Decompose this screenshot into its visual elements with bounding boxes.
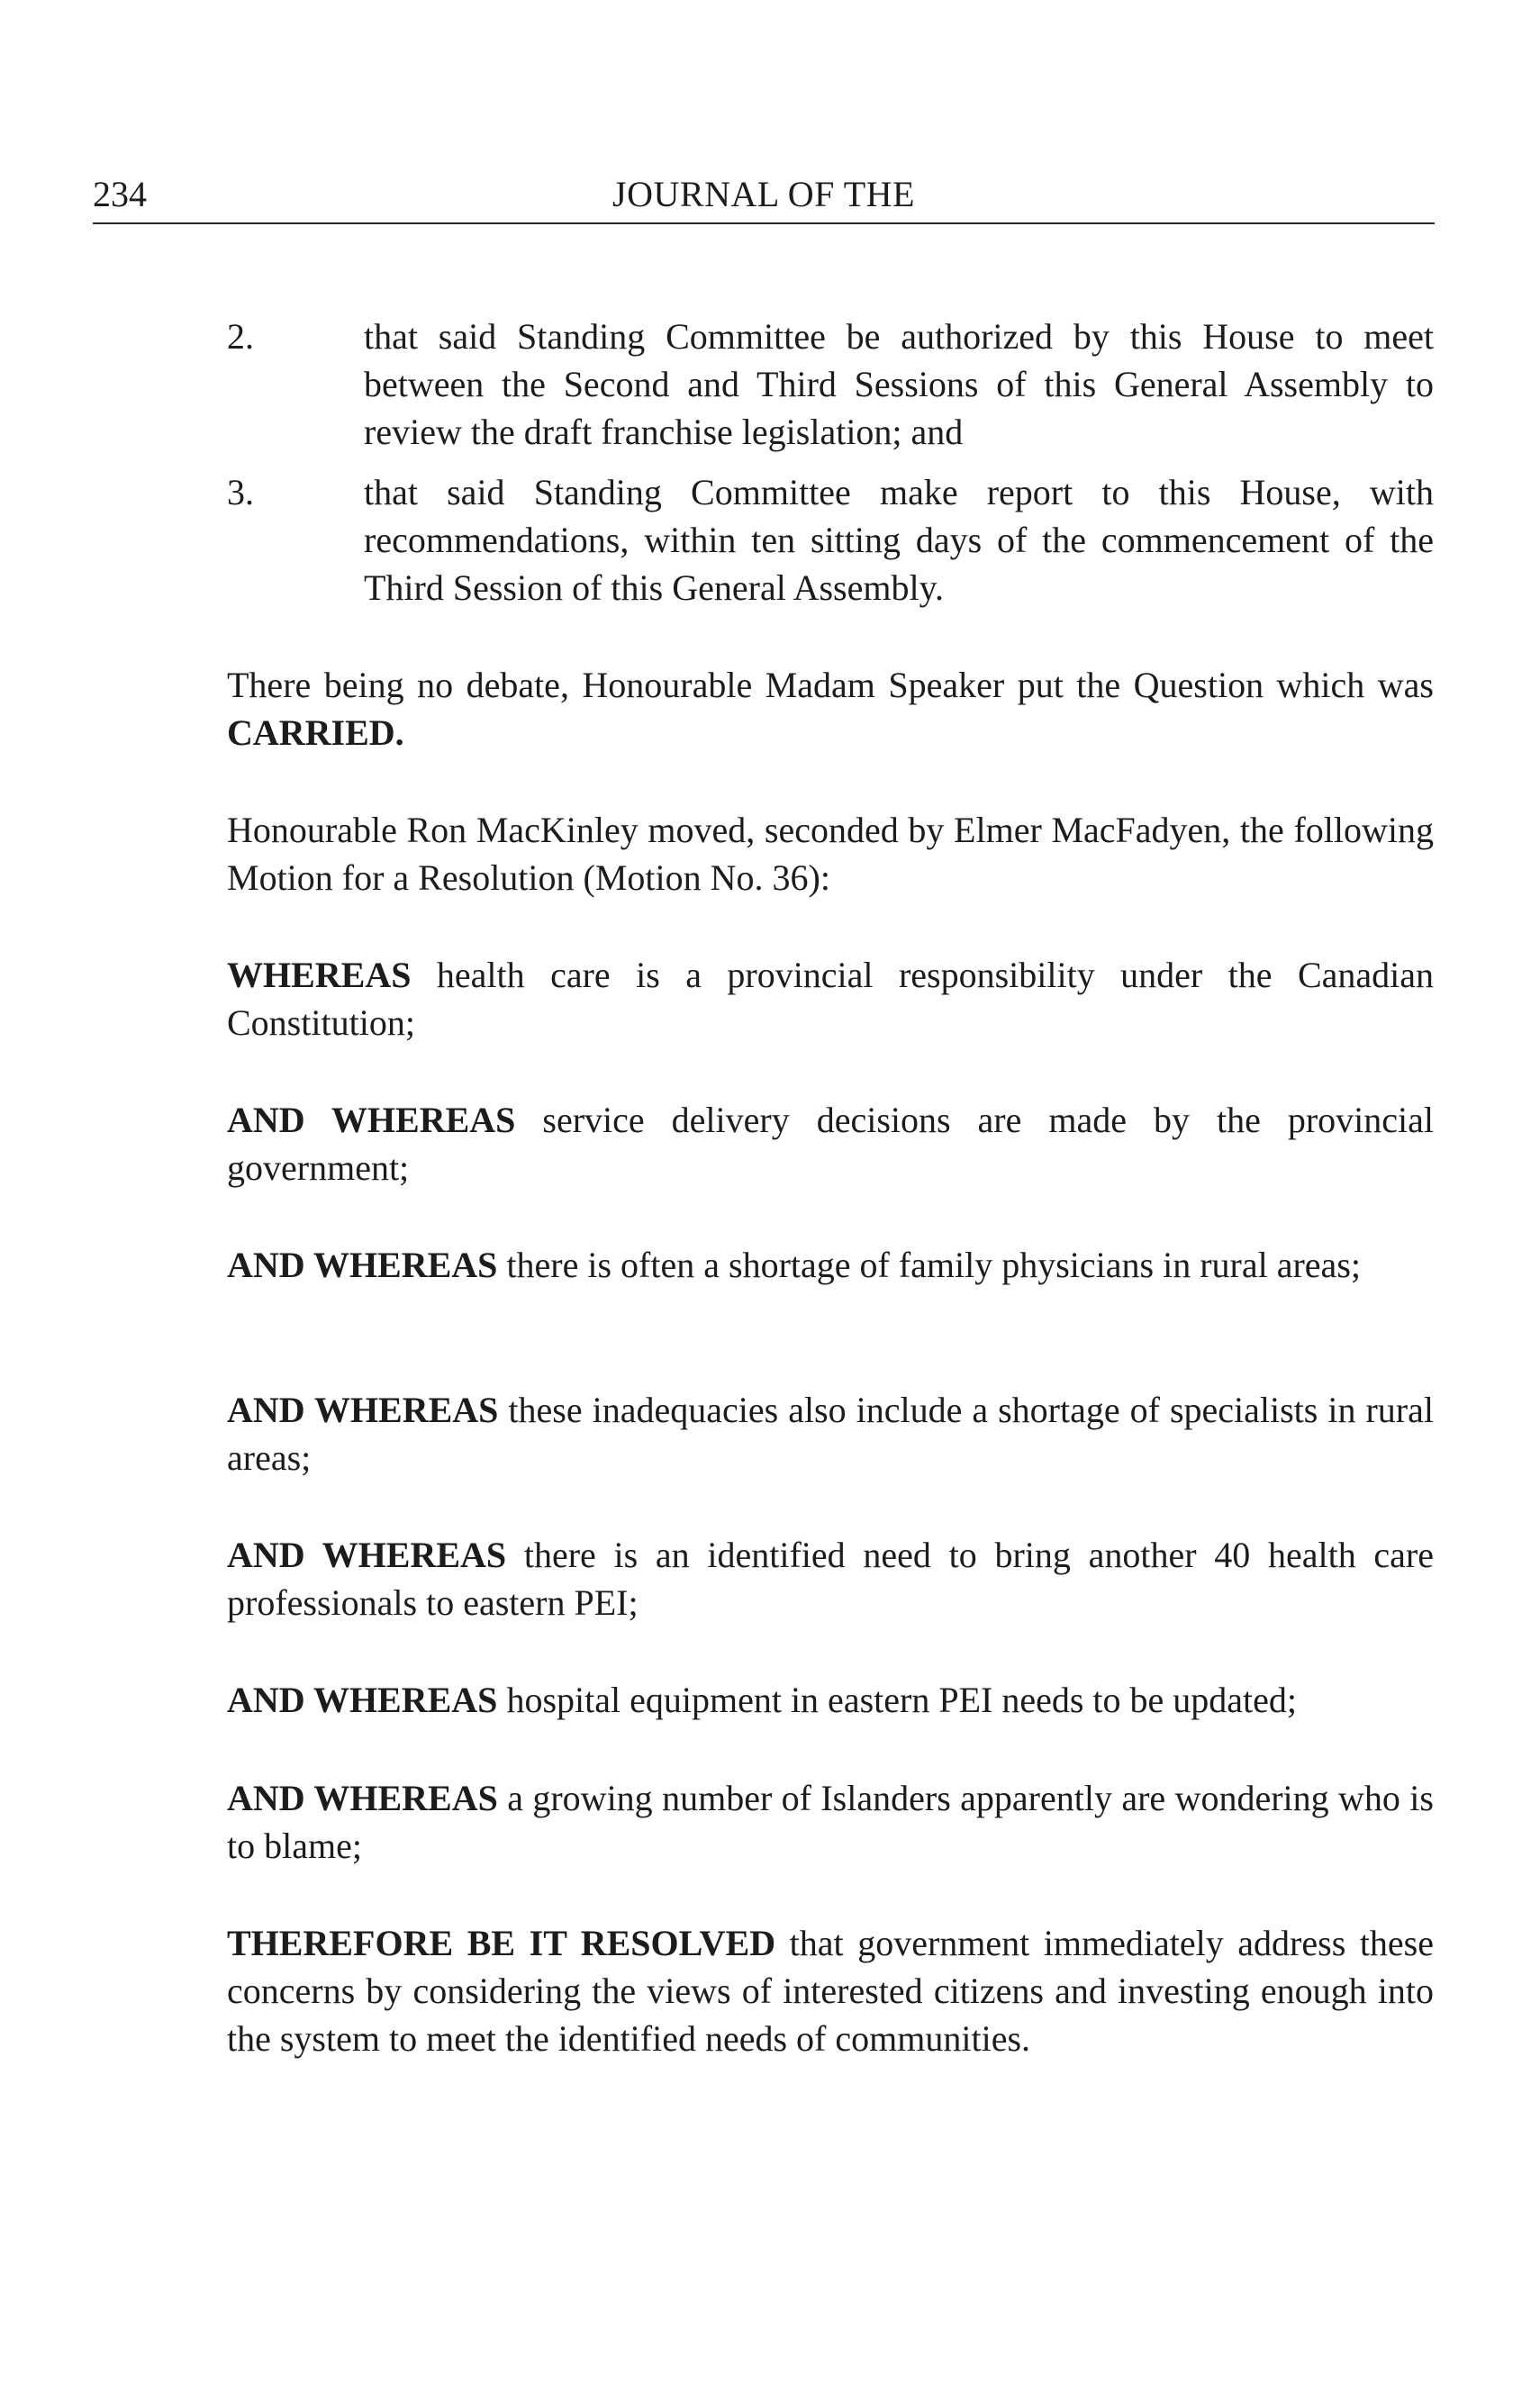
paragraph-text: hospital equipment in eastern PEI needs to be updated;: [497, 1680, 1297, 1720]
running-title: JOURNAL OF THE: [612, 174, 915, 214]
paragraph-whereas-4: [227, 1386, 1434, 1481]
paragraph-whereas-2: [227, 1096, 1434, 1191]
whereas-keyword: AND WHEREAS: [227, 1778, 498, 1818]
paragraph-text: There being no debate, Honourable Madam Speaker put the Question which was: [227, 665, 1434, 705]
paragraph-motion-intro: [227, 806, 1434, 902]
paragraph-text: health care is a provincial responsibility under the Canadian Constitution;: [227, 955, 1434, 1043]
resolved-keyword: THEREFORE BE IT RESOLVED: [227, 1923, 776, 1963]
list-item-text: that said Standing Committee make report to this House, with recommendations, within ten sitting days of the commencement of the Third Session of this General Assembly.: [364, 472, 1434, 608]
list-marker: 2.: [227, 316, 254, 357]
paragraph-whereas-6: [227, 1676, 1434, 1724]
paragraph-text: service delivery decisions are made by the provincial government;: [227, 1100, 1434, 1188]
whereas-keyword: AND WHEREAS: [227, 1100, 516, 1140]
page-header: [93, 167, 1435, 222]
paragraph-question-carried: [227, 661, 1434, 757]
carried-label: CARRIED.: [227, 712, 404, 753]
whereas-keyword: WHEREAS: [227, 955, 412, 995]
whereas-keyword: AND WHEREAS: [227, 1535, 507, 1575]
paragraph-whereas-5: [227, 1531, 1434, 1626]
whereas-keyword: AND WHEREAS: [227, 1245, 498, 1285]
paragraph-text: there is often a shortage of family physicians in rural areas;: [497, 1245, 1361, 1285]
paragraph-whereas-1: [227, 951, 1434, 1046]
whereas-keyword: AND WHEREAS: [227, 1680, 498, 1720]
list-item-2: [227, 313, 1434, 456]
header-rule: [93, 222, 1435, 224]
paragraph-whereas-3: [227, 1241, 1434, 1289]
list-item-text: that said Standing Committee be authorized by this House to meet between the Second and Third Sessions of this General Assembly to review the draft franchise legislation; and: [364, 316, 1434, 452]
paragraph-text: these inadequacies also include a shortage of specialists in rural areas;: [227, 1390, 1434, 1478]
list-marker: 3.: [227, 472, 254, 512]
paragraph-text: there is an identified need to bring another 40 health care professionals to eastern PEI;: [227, 1535, 1435, 1623]
page-number: 234: [93, 174, 147, 214]
paragraph-resolved: [227, 1919, 1434, 2062]
whereas-keyword: AND WHEREAS: [227, 1390, 499, 1430]
paragraph-text: a growing number of Islanders apparently are wondering who is to blame;: [227, 1778, 1434, 1866]
paragraph-whereas-7: [227, 1774, 1434, 1870]
paragraph-text: that government immediately address these concerns by considering the views of interested citizens and investing enough into the system to meet the identified needs of communities.: [227, 1923, 1435, 2059]
paragraph-text: Honourable Ron MacKinley moved, seconded by Elmer MacFadyen, the following Motion for a Resolution (Motion No. 36):: [227, 810, 1434, 898]
list-item-3: [227, 468, 1434, 612]
